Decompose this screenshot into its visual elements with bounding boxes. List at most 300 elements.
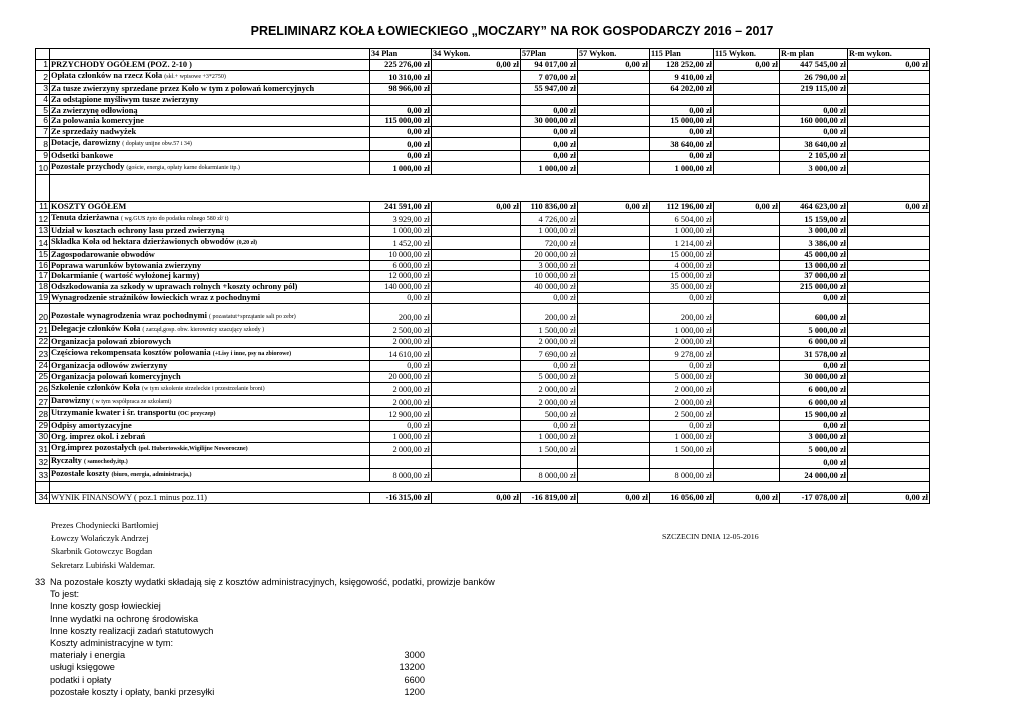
value-cell: 5 000,00 zł	[650, 371, 714, 382]
value-cell	[578, 371, 650, 382]
value-cell: 0,00 zł	[370, 293, 432, 304]
value-cell	[432, 408, 521, 421]
value-cell: 14 610,00 zł	[370, 347, 432, 360]
row-label-cell	[50, 443, 370, 456]
row-label-cell	[50, 282, 370, 293]
table-row	[36, 70, 930, 83]
cost-item-value: 6600	[404, 674, 425, 685]
value-cell: 3 000,00 zł	[521, 260, 578, 271]
value-cell	[432, 347, 521, 360]
value-cell	[848, 70, 930, 83]
value-cell	[848, 127, 930, 138]
value-cell	[432, 249, 521, 260]
row-label-cell	[50, 105, 370, 116]
value-cell	[432, 324, 521, 337]
value-cell: 0,00 zł	[578, 492, 650, 503]
value-cell	[578, 382, 650, 395]
row-note: (biuro, energia, administracja,)	[111, 472, 192, 478]
row-label-cell	[50, 293, 370, 304]
value-cell	[714, 382, 780, 395]
row-label: Za tusze zwierzyny sprzedane przez Koło w tym z polowań komercyjnych	[51, 83, 315, 93]
value-cell	[578, 70, 650, 83]
value-cell	[578, 83, 650, 94]
value-cell	[432, 151, 521, 162]
value-cell: 0,00 zł	[650, 360, 714, 371]
value-cell	[848, 83, 930, 94]
value-cell	[848, 212, 930, 225]
table-row	[36, 225, 930, 236]
row-label: Pozostałe przychody	[51, 162, 125, 172]
table-row	[36, 469, 930, 482]
value-cell	[848, 371, 930, 382]
value-cell: 2 500,00 zł	[370, 324, 432, 337]
header-cell-empty	[36, 49, 50, 60]
row-number: 34	[36, 492, 50, 503]
value-cell	[432, 456, 521, 469]
row-label: Za polowania komercyjne	[51, 116, 144, 126]
value-cell: 7 690,00 zł	[521, 347, 578, 360]
value-cell: 0,00 zł	[650, 421, 714, 432]
value-cell: 1 000,00 zł	[650, 432, 714, 443]
header-row	[36, 49, 930, 60]
value-cell	[848, 260, 930, 271]
row-number: 13	[36, 225, 50, 236]
row-label-cell	[50, 337, 370, 348]
value-cell: 6 000,00 zł	[780, 337, 848, 348]
row-label-cell	[50, 83, 370, 94]
row-note: (w tym szkolenie strzeleckie i przestrzelanie broni)	[141, 385, 265, 392]
value-cell: 3 000,00 zł	[780, 432, 848, 443]
value-cell: 0,00 zł	[521, 293, 578, 304]
table-row	[36, 324, 930, 337]
value-cell	[432, 70, 521, 83]
value-cell	[432, 94, 521, 105]
value-cell: 447 545,00 zł	[780, 59, 848, 70]
table-row	[36, 293, 930, 304]
row-label-cell	[50, 162, 370, 175]
column-header: 57 Wykon.	[578, 49, 650, 60]
value-cell: 0,00 zł	[578, 59, 650, 70]
row-number: 25	[36, 371, 50, 382]
row-label-cell	[50, 201, 370, 212]
row-note: (+Lisy i inne, psy na zbiorowe)	[212, 350, 292, 357]
value-cell	[714, 260, 780, 271]
table-row	[36, 105, 930, 116]
row-label: Pozostałe wynagrodzenia wraz pochodnymi	[51, 311, 207, 321]
row-label: Ryczałty	[51, 456, 82, 466]
value-cell	[578, 408, 650, 421]
value-cell	[714, 443, 780, 456]
row-label-cell	[50, 225, 370, 236]
value-cell	[578, 151, 650, 162]
value-cell	[714, 127, 780, 138]
row-number: 24	[36, 360, 50, 371]
value-cell	[578, 456, 650, 469]
value-cell: 0,00 zł	[848, 492, 930, 503]
value-cell	[432, 138, 521, 151]
row-label: Tenuta dzierżawna	[51, 212, 119, 222]
value-cell: 1 000,00 zł	[650, 225, 714, 236]
value-cell: 241 591,00 zł	[370, 201, 432, 212]
value-cell	[578, 94, 650, 105]
value-cell: 0,00 zł	[370, 138, 432, 151]
value-cell	[714, 395, 780, 408]
value-cell	[714, 94, 780, 105]
value-cell	[578, 337, 650, 348]
value-cell	[578, 395, 650, 408]
row-label: Odsetki bankowe	[51, 151, 114, 161]
value-cell	[714, 421, 780, 432]
value-cell: 720,00 zł	[521, 236, 578, 249]
value-cell: 5 000,00 zł	[780, 324, 848, 337]
value-cell: 1 000,00 zł	[370, 432, 432, 443]
value-cell	[848, 347, 930, 360]
value-cell: -16 315,00 zł	[370, 492, 432, 503]
value-cell	[714, 138, 780, 151]
value-cell: 0,00 zł	[848, 201, 930, 212]
value-cell: 0,00 zł	[432, 492, 521, 503]
value-cell	[578, 443, 650, 456]
value-cell: 2 000,00 zł	[521, 395, 578, 408]
value-cell	[848, 105, 930, 116]
value-cell: 6 000,00 zł	[370, 260, 432, 271]
value-cell: 0,00 zł	[370, 127, 432, 138]
row-label: Składka Koła od hektara dzierżawionych obwodów	[51, 236, 235, 246]
table-row	[36, 236, 930, 249]
row-label-cell	[50, 249, 370, 260]
value-cell: 0,00 zł	[521, 151, 578, 162]
row-label-cell	[50, 94, 370, 105]
row-label: Organizacja polowań komercyjnych	[51, 371, 181, 381]
value-cell: 0,00 zł	[521, 138, 578, 151]
value-cell: 200,00 zł	[650, 304, 714, 324]
row-number: 8	[36, 138, 50, 151]
row-label-cell	[50, 347, 370, 360]
cost-item-label: materiały i energia	[50, 650, 126, 661]
value-cell: 0,00 zł	[432, 59, 521, 70]
spacer-cell	[50, 174, 930, 201]
value-cell	[848, 249, 930, 260]
value-cell: 219 115,00 zł	[780, 83, 848, 94]
signature-line: Łowczy Wolańczyk Andrzej	[51, 533, 149, 544]
value-cell	[714, 337, 780, 348]
footnote-line: Inne wydatki na ochronę środowiska	[50, 613, 199, 624]
row-number: 4	[36, 94, 50, 105]
value-cell: 0,00 zł	[578, 201, 650, 212]
signatures	[51, 519, 158, 572]
value-cell: 2 000,00 zł	[370, 337, 432, 348]
row-note: (0,20 zł)	[236, 239, 257, 246]
value-cell	[432, 360, 521, 371]
value-cell	[848, 456, 930, 469]
value-cell	[714, 456, 780, 469]
row-number: 5	[36, 105, 50, 116]
row-label: PRZYCHODY OGÓŁEM (POZ. 2-10 )	[51, 59, 192, 69]
row-label: Organizacja polowań zbiorowych	[51, 337, 171, 347]
table-row	[36, 151, 930, 162]
row-number: 22	[36, 337, 50, 348]
value-cell	[578, 105, 650, 116]
value-cell	[578, 236, 650, 249]
cost-item-label: podatki i opłaty	[50, 674, 112, 685]
value-cell	[578, 282, 650, 293]
column-header: 34 Wykon.	[432, 49, 521, 60]
value-cell	[432, 116, 521, 127]
value-cell: 10 000,00 zł	[521, 271, 578, 282]
table-row	[36, 371, 930, 382]
value-cell: 2 000,00 zł	[521, 382, 578, 395]
footnote-line: Na pozostałe koszty wydatki składają się z kosztów administracyjnych, księgowość, podatki, prowizje banków	[50, 577, 495, 587]
value-cell	[432, 271, 521, 282]
row-label: Darowizny	[51, 395, 90, 405]
value-cell: 115 000,00 zł	[370, 116, 432, 127]
row-label-cell	[50, 260, 370, 271]
value-cell	[578, 127, 650, 138]
value-cell: 0,00 zł	[714, 201, 780, 212]
row-number: 12	[36, 212, 50, 225]
row-number: 16	[36, 260, 50, 271]
value-cell	[848, 116, 930, 127]
value-cell: 1 000,00 zł	[650, 162, 714, 175]
table-row	[36, 138, 930, 151]
value-cell: 1 000,00 zł	[521, 225, 578, 236]
value-cell	[848, 236, 930, 249]
value-cell: 8 000,00 zł	[370, 469, 432, 482]
value-cell	[578, 116, 650, 127]
column-header: 34 Plan	[370, 49, 432, 60]
signature-line: Sekretarz Lubiński Waldemar.	[51, 559, 155, 570]
value-cell: 3 386,00 zł	[780, 236, 848, 249]
table-row	[36, 116, 930, 127]
value-cell	[578, 293, 650, 304]
value-cell: 30 000,00 zł	[521, 116, 578, 127]
value-cell: 0,00 zł	[521, 127, 578, 138]
value-cell: 2 000,00 zł	[650, 395, 714, 408]
row-label: Utrzymanie kwater i śr. transportu	[51, 408, 176, 418]
value-cell: 0,00 zł	[780, 421, 848, 432]
value-cell: 0,00 zł	[650, 127, 714, 138]
table-row	[36, 304, 930, 324]
column-header: 57Plan	[521, 49, 578, 60]
value-cell: 0,00 zł	[780, 127, 848, 138]
value-cell: 112 196,00 zł	[650, 201, 714, 212]
value-cell	[848, 282, 930, 293]
value-cell: 0,00 zł	[521, 421, 578, 432]
value-cell	[780, 94, 848, 105]
row-number: 19	[36, 293, 50, 304]
value-cell: 2 000,00 zł	[650, 337, 714, 348]
value-cell: 600,00 zł	[780, 304, 848, 324]
value-cell	[848, 304, 930, 324]
value-cell	[432, 382, 521, 395]
value-cell	[848, 408, 930, 421]
cost-item-value: 13200	[399, 662, 425, 673]
value-cell: 0,00 zł	[848, 59, 930, 70]
value-cell	[578, 304, 650, 324]
table-row	[36, 443, 930, 456]
row-label: Org. imprez okol. i zebrań	[51, 432, 146, 442]
value-cell	[848, 138, 930, 151]
value-cell: 1 000,00 zł	[521, 162, 578, 175]
row-number: 2	[36, 70, 50, 83]
table-row	[36, 360, 930, 371]
value-cell: 0,00 zł	[432, 201, 521, 212]
row-label: Za odstąpione myśliwym tusze zwierzyny	[51, 94, 199, 104]
value-cell: 20 000,00 zł	[521, 249, 578, 260]
value-cell: 9 278,00 zł	[650, 347, 714, 360]
row-note: (OC przyczep)	[178, 411, 216, 418]
value-cell	[578, 421, 650, 432]
row-label: Wynagrodzenie strażników łowieckich wraz z pochodnymi	[51, 293, 261, 303]
value-cell: 4 000,00 zł	[650, 260, 714, 271]
value-cell	[578, 360, 650, 371]
value-cell	[578, 432, 650, 443]
row-number: 10	[36, 162, 50, 175]
row-label: Częściowa rekompensata kosztów polowania	[51, 347, 211, 357]
row-number: 26	[36, 382, 50, 395]
value-cell: 0,00 zł	[780, 105, 848, 116]
value-cell	[432, 371, 521, 382]
value-cell	[432, 293, 521, 304]
value-cell: 1 452,00 zł	[370, 236, 432, 249]
cost-item-value: 1200	[404, 686, 425, 697]
page-title: PRELIMINARZ KOŁA ŁOWIECKIEGO „MOCZARY” NA ROK GOSPODARCZY 2016 – 2017	[250, 24, 774, 38]
row-note: (goście, energia, opłaty karne dokarmianie itp.)	[126, 165, 240, 172]
row-number: 6	[36, 116, 50, 127]
row-note: ( w tym współpraca ze szkołami)	[92, 398, 172, 405]
table-row	[36, 162, 930, 175]
value-cell: 500,00 zł	[521, 408, 578, 421]
row-label: Dotacje, darowizny	[51, 138, 121, 148]
table-row	[36, 408, 930, 421]
footnote-line: Inne koszty gosp łowieckiej	[50, 601, 161, 612]
footnote-line: Koszty administracyjne w tym:	[50, 637, 174, 648]
table-row	[36, 492, 930, 503]
value-cell: 1 000,00 zł	[521, 432, 578, 443]
spacer-cell	[50, 481, 930, 492]
row-label-cell	[50, 116, 370, 127]
value-cell: 15 000,00 zł	[650, 271, 714, 282]
header-cell-empty	[50, 49, 370, 60]
value-cell	[714, 162, 780, 175]
value-cell	[432, 282, 521, 293]
row-label-cell	[50, 324, 370, 337]
value-cell	[432, 260, 521, 271]
value-cell: 10 310,00 zł	[370, 70, 432, 83]
value-cell: 94 017,00 zł	[521, 59, 578, 70]
value-cell: 26 790,00 zł	[780, 70, 848, 83]
footnote-line: To jest:	[50, 589, 80, 600]
value-cell	[432, 469, 521, 482]
value-cell: 128 252,00 zł	[650, 59, 714, 70]
cost-item-value: 3000	[404, 650, 425, 661]
value-cell: 13 000,00 zł	[780, 260, 848, 271]
row-number: 33	[36, 469, 50, 482]
table-row	[36, 201, 930, 212]
row-note: ( pozastatut+sprzątanie sali po zebr)	[209, 314, 296, 321]
value-cell	[432, 236, 521, 249]
row-label-cell	[50, 360, 370, 371]
row-number: 15	[36, 249, 50, 260]
row-label: Odpisy amortyzacyjne	[51, 421, 132, 431]
value-cell: 2 000,00 zł	[370, 443, 432, 456]
row-number: 31	[36, 443, 50, 456]
value-cell: 200,00 zł	[521, 304, 578, 324]
value-cell: 10 000,00 zł	[370, 249, 432, 260]
value-cell: 6 000,00 zł	[780, 382, 848, 395]
value-cell: 3 000,00 zł	[780, 162, 848, 175]
value-cell: 0,00 zł	[714, 492, 780, 503]
value-cell: 0,00 zł	[521, 360, 578, 371]
footnote-number: 33	[35, 577, 46, 587]
value-cell: 38 640,00 zł	[780, 138, 848, 151]
row-label-cell	[50, 492, 370, 503]
value-cell	[578, 249, 650, 260]
row-label: Poprawa warunków bytowania zwierzyny	[51, 260, 202, 270]
cost-item-label: usługi księgowe	[50, 662, 115, 673]
city-date: SZCZECIN DNIA 12-05-2016	[662, 532, 759, 541]
row-note: (pol. Hubertowskie,Wigilijne Noworoczne)	[138, 446, 248, 453]
value-cell: 0,00 zł	[780, 456, 848, 469]
row-label-cell	[50, 371, 370, 382]
row-number: 17	[36, 271, 50, 282]
value-cell	[650, 456, 714, 469]
value-cell	[848, 94, 930, 105]
value-cell	[848, 432, 930, 443]
row-label: Odszkodowania za szkody w uprawach rolnych +koszty ochrony pól)	[51, 282, 298, 292]
value-cell: 2 105,00 zł	[780, 151, 848, 162]
table-row	[36, 382, 930, 395]
value-cell	[370, 456, 432, 469]
value-cell	[848, 225, 930, 236]
column-header: 115 Plan	[650, 49, 714, 60]
value-cell: 55 947,00 zł	[521, 83, 578, 94]
row-number: 29	[36, 421, 50, 432]
value-cell	[578, 225, 650, 236]
budget-table	[35, 48, 930, 504]
table-row	[36, 282, 930, 293]
value-cell	[578, 212, 650, 225]
row-number: 14	[36, 236, 50, 249]
value-cell	[578, 324, 650, 337]
value-cell	[432, 432, 521, 443]
table-row	[36, 83, 930, 94]
value-cell: 15 000,00 zł	[650, 249, 714, 260]
value-cell	[714, 432, 780, 443]
value-cell	[432, 83, 521, 94]
value-cell	[578, 271, 650, 282]
value-cell: 1 214,00 zł	[650, 236, 714, 249]
spacer-row	[36, 174, 930, 201]
value-cell: -16 819,00 zł	[521, 492, 578, 503]
row-number: 28	[36, 408, 50, 421]
value-cell	[432, 225, 521, 236]
row-note: (skł.+ wpisowe +3*2750)	[164, 73, 226, 80]
row-label: Ze sprzedaży nadwyżek	[51, 127, 137, 137]
table-row	[36, 456, 930, 469]
table-row	[36, 249, 930, 260]
value-cell: 1 000,00 zł	[370, 162, 432, 175]
table-row	[36, 432, 930, 443]
value-cell	[848, 443, 930, 456]
value-cell: 0,00 zł	[780, 360, 848, 371]
value-cell	[714, 105, 780, 116]
value-cell: 64 202,00 zł	[650, 83, 714, 94]
value-cell	[432, 162, 521, 175]
value-cell	[714, 408, 780, 421]
value-cell: 0,00 zł	[370, 421, 432, 432]
value-cell	[714, 83, 780, 94]
